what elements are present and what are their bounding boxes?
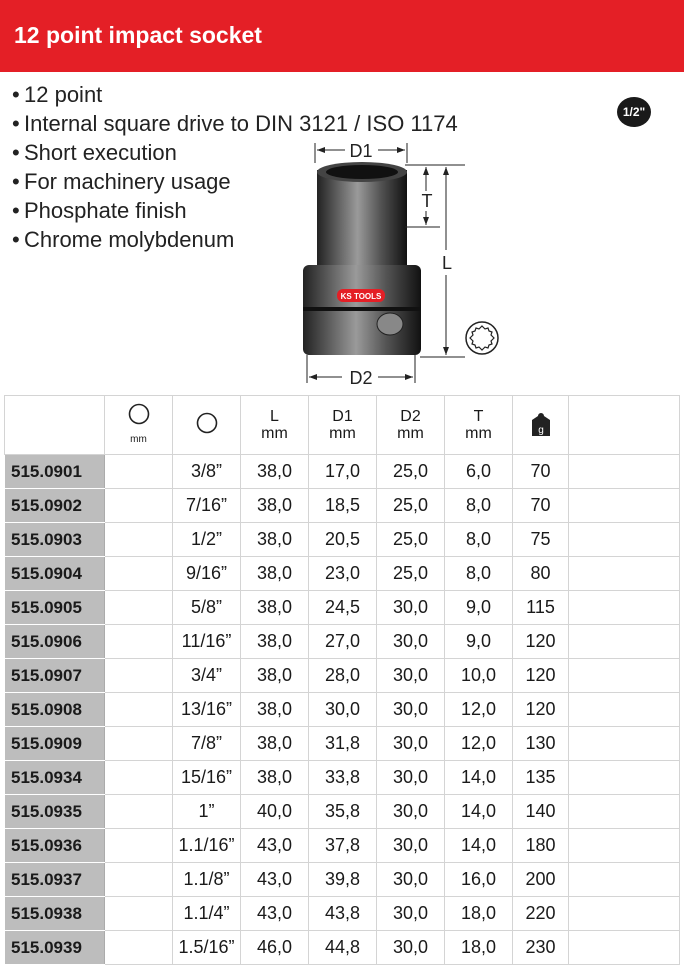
article-number-cell: 515.0908	[5, 693, 105, 727]
d2-cell: 30,0	[377, 727, 445, 761]
size-mm-cell	[105, 455, 173, 489]
length-cell: 46,0	[241, 931, 309, 965]
size-mm-cell	[105, 523, 173, 557]
length-cell: 38,0	[241, 557, 309, 591]
t-cell: 6,0	[445, 455, 513, 489]
weight-cell: 230	[513, 931, 569, 965]
table-row	[5, 795, 680, 829]
d1-cell: 37,8	[309, 829, 377, 863]
table-row	[5, 931, 680, 965]
length-cell: 43,0	[241, 863, 309, 897]
feature-item: • Chrome molybdenum	[12, 227, 235, 252]
spacer-cell	[569, 931, 680, 965]
length-cell: 38,0	[241, 591, 309, 625]
size-inch-cell: 1.1/4”	[173, 897, 241, 931]
article-number-cell: 515.0938	[5, 897, 105, 931]
header-d1: D1 mm	[309, 396, 377, 455]
size-inch-cell: 1.5/16”	[173, 931, 241, 965]
weight-cell: 220	[513, 897, 569, 931]
feature-item: • 12 point	[12, 82, 103, 107]
t-cell: 12,0	[445, 727, 513, 761]
twelve-point-icon	[466, 322, 498, 354]
article-number-cell: 515.0937	[5, 863, 105, 897]
weight-icon	[530, 409, 552, 437]
weight-cell: 120	[513, 625, 569, 659]
weight-cell: 140	[513, 795, 569, 829]
d1-cell: 35,8	[309, 795, 377, 829]
page-title: 12 point impact socket	[14, 22, 262, 48]
d2-cell: 30,0	[377, 863, 445, 897]
spacer-cell	[569, 897, 680, 931]
d1-cell: 39,8	[309, 863, 377, 897]
d2-cell: 25,0	[377, 557, 445, 591]
t-cell: 14,0	[445, 761, 513, 795]
size-circle-icon	[128, 403, 150, 425]
article-number-cell: 515.0936	[5, 829, 105, 863]
header-t: T mm	[445, 396, 513, 455]
t-label: T	[421, 191, 433, 211]
length-cell: 38,0	[241, 489, 309, 523]
length-cell: 38,0	[241, 455, 309, 489]
table-row	[5, 557, 680, 591]
weight-cell: 70	[513, 489, 569, 523]
spacer-cell	[569, 761, 680, 795]
length-cell: 38,0	[241, 523, 309, 557]
spacer-cell	[569, 557, 680, 591]
size-inch-cell: 1”	[173, 795, 241, 829]
spacer-cell	[569, 829, 680, 863]
feature-item: • Short execution	[12, 140, 177, 165]
t-cell: 9,0	[445, 625, 513, 659]
l-label: L	[441, 253, 453, 273]
weight-cell: 75	[513, 523, 569, 557]
spacer-cell	[569, 591, 680, 625]
header-weight	[513, 396, 569, 455]
size-inch-cell: 1.1/16”	[173, 829, 241, 863]
article-number-cell: 515.0904	[5, 557, 105, 591]
spacer-cell	[569, 863, 680, 897]
size-mm-cell	[105, 489, 173, 523]
article-number-cell: 515.0934	[5, 761, 105, 795]
d1-cell: 18,5	[309, 489, 377, 523]
spec-table	[4, 395, 680, 965]
weight-cell: 115	[513, 591, 569, 625]
table-row	[5, 625, 680, 659]
size-inch-cell: 7/16”	[173, 489, 241, 523]
header-size-inch	[173, 396, 241, 455]
size-mm-cell	[105, 693, 173, 727]
length-cell: 38,0	[241, 625, 309, 659]
size-mm-cell	[105, 557, 173, 591]
article-number-cell: 515.0901	[5, 455, 105, 489]
article-number-cell: 515.0903	[5, 523, 105, 557]
table-row	[5, 455, 680, 489]
spacer-cell	[569, 625, 680, 659]
t-cell: 12,0	[445, 693, 513, 727]
spacer-cell	[569, 659, 680, 693]
article-number-cell: 515.0902	[5, 489, 105, 523]
header-article	[5, 396, 105, 455]
t-cell: 18,0	[445, 931, 513, 965]
d1-cell: 33,8	[309, 761, 377, 795]
d2-cell: 30,0	[377, 591, 445, 625]
d2-label: D2	[349, 368, 373, 388]
size-inch-cell: 5/8”	[173, 591, 241, 625]
weight-cell: 70	[513, 455, 569, 489]
header-size-mm: mm	[105, 396, 173, 455]
d1-label: D1	[349, 141, 373, 161]
article-number-cell: 515.0906	[5, 625, 105, 659]
size-inch-cell: 3/8”	[173, 455, 241, 489]
d2-cell: 25,0	[377, 455, 445, 489]
d1-cell: 31,8	[309, 727, 377, 761]
size-mm-cell	[105, 897, 173, 931]
spacer-cell	[569, 455, 680, 489]
d2-cell: 30,0	[377, 625, 445, 659]
t-cell: 8,0	[445, 557, 513, 591]
weight-cell: 135	[513, 761, 569, 795]
size-mm-cell	[105, 829, 173, 863]
size-mm-cell	[105, 795, 173, 829]
size-mm-cell	[105, 727, 173, 761]
header-spacer	[569, 396, 680, 455]
table-header-row	[5, 396, 680, 455]
header-l: L mm	[241, 396, 309, 455]
table-row	[5, 523, 680, 557]
table-row	[5, 761, 680, 795]
d1-cell: 24,5	[309, 591, 377, 625]
table-row	[5, 829, 680, 863]
feature-item: • For machinery usage	[12, 169, 231, 194]
spacer-cell	[569, 795, 680, 829]
size-inch-cell: 15/16”	[173, 761, 241, 795]
size-inch-cell: 11/16”	[173, 625, 241, 659]
d2-cell: 30,0	[377, 659, 445, 693]
t-cell: 10,0	[445, 659, 513, 693]
header-bar	[0, 0, 684, 72]
article-number-cell: 515.0939	[5, 931, 105, 965]
brand-label: KS TOOLS	[340, 292, 382, 301]
feature-item: • Internal square drive to DIN 3121 / ISO 1174	[12, 111, 458, 136]
d2-cell: 30,0	[377, 795, 445, 829]
length-cell: 40,0	[241, 795, 309, 829]
weight-cell: 120	[513, 659, 569, 693]
weight-cell: 80	[513, 557, 569, 591]
table-row	[5, 693, 680, 727]
length-cell: 38,0	[241, 659, 309, 693]
weight-cell: 180	[513, 829, 569, 863]
d1-cell: 20,5	[309, 523, 377, 557]
svg-text:g: g	[537, 425, 544, 436]
feature-item: • Phosphate finish	[12, 198, 187, 223]
spacer-cell	[569, 727, 680, 761]
length-cell: 43,0	[241, 829, 309, 863]
d1-cell: 27,0	[309, 625, 377, 659]
d1-cell: 23,0	[309, 557, 377, 591]
d2-cell: 30,0	[377, 761, 445, 795]
size-inch-cell: 1.1/8”	[173, 863, 241, 897]
drive-size-badge: 1/2"	[617, 97, 651, 127]
d2-cell: 30,0	[377, 829, 445, 863]
d2-cell: 25,0	[377, 489, 445, 523]
size-mm-cell	[105, 863, 173, 897]
d2-cell: 25,0	[377, 523, 445, 557]
table-row	[5, 897, 680, 931]
t-cell: 16,0	[445, 863, 513, 897]
spacer-cell	[569, 489, 680, 523]
t-cell: 9,0	[445, 591, 513, 625]
size-inch-cell: 7/8”	[173, 727, 241, 761]
t-cell: 14,0	[445, 795, 513, 829]
table-row	[5, 727, 680, 761]
article-number-cell: 515.0905	[5, 591, 105, 625]
table-row	[5, 659, 680, 693]
d1-cell: 28,0	[309, 659, 377, 693]
size-inch-cell: 1/2”	[173, 523, 241, 557]
length-cell: 38,0	[241, 693, 309, 727]
table-row	[5, 489, 680, 523]
d2-cell: 30,0	[377, 897, 445, 931]
article-number-cell: 515.0907	[5, 659, 105, 693]
spacer-cell	[569, 693, 680, 727]
article-number-cell: 515.0935	[5, 795, 105, 829]
length-cell: 38,0	[241, 761, 309, 795]
d2-cell: 30,0	[377, 931, 445, 965]
size-mm-cell	[105, 591, 173, 625]
spacer-cell	[569, 523, 680, 557]
size-mm-cell	[105, 761, 173, 795]
d1-cell: 17,0	[309, 455, 377, 489]
d1-cell: 44,8	[309, 931, 377, 965]
t-cell: 14,0	[445, 829, 513, 863]
t-cell: 8,0	[445, 489, 513, 523]
weight-cell: 120	[513, 693, 569, 727]
size-mm-cell	[105, 931, 173, 965]
size-mm-cell	[105, 659, 173, 693]
size-inch-cell: 9/16”	[173, 557, 241, 591]
socket-drawing	[290, 135, 520, 390]
length-cell: 38,0	[241, 727, 309, 761]
d1-cell: 30,0	[309, 693, 377, 727]
size-mm-cell	[105, 625, 173, 659]
t-cell: 8,0	[445, 523, 513, 557]
weight-cell: 130	[513, 727, 569, 761]
header-d2: D2 mm	[377, 396, 445, 455]
table-row	[5, 863, 680, 897]
length-cell: 43,0	[241, 897, 309, 931]
table-row	[5, 591, 680, 625]
size-inch-cell: 3/4”	[173, 659, 241, 693]
size-inch-cell: 13/16”	[173, 693, 241, 727]
t-cell: 18,0	[445, 897, 513, 931]
weight-cell: 200	[513, 863, 569, 897]
article-number-cell: 515.0909	[5, 727, 105, 761]
d2-cell: 30,0	[377, 693, 445, 727]
size-circle-icon	[196, 412, 218, 434]
d1-cell: 43,8	[309, 897, 377, 931]
